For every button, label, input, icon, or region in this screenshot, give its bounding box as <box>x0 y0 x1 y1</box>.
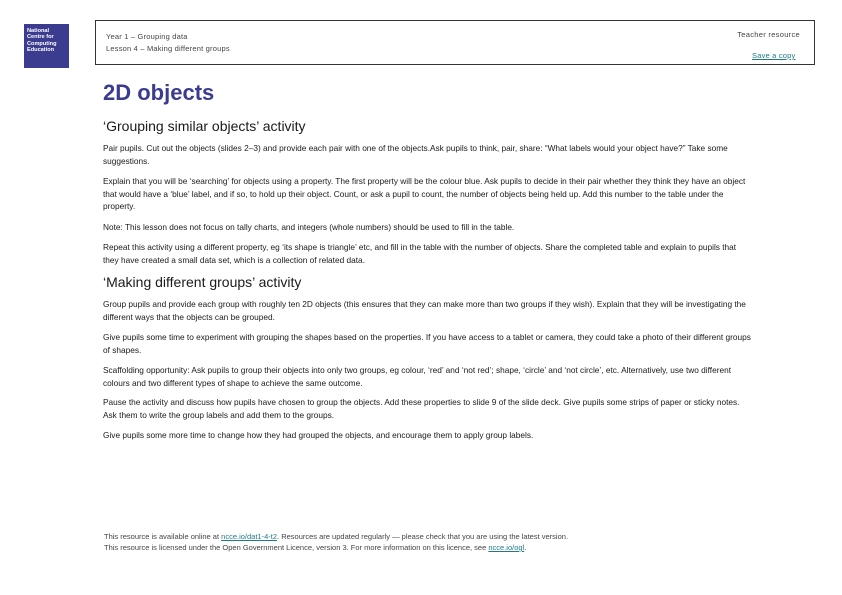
footer-text: This resource is licensed under the Open Government Licence, version 3. For more information on this licence, see <box>104 543 489 552</box>
ncce-logo <box>24 24 69 68</box>
logo-line: Education <box>27 47 55 54</box>
page-title: 2D objects <box>103 80 215 105</box>
paragraph: Note: This lesson does not focus on tally charts, and integers (whole numbers) should be used to fill in the table. <box>103 221 515 232</box>
footer-line-licence <box>104 542 568 553</box>
paragraph: Give pupils some time to experiment with grouping the shapes based on the properties. If you have access to a tablet or camera, they could take a photo of their different groups of shapes. <box>103 332 751 355</box>
licence-link[interactable]: ncce.io/ogl <box>488 543 525 552</box>
logo-line: Computing <box>27 40 57 47</box>
logo-line: Centre for <box>27 34 54 41</box>
header-box <box>95 20 815 65</box>
paragraph: Pause the activity and discuss how pupils have chosen to group the objects. Add these properties to slide 9 of the slide deck. Give pupils some strips of paper or sticky notes. Ask them to write the group labels and add them to the groups. <box>103 397 740 420</box>
paragraph: Explain that you will be ‘searching’ for objects using a property. The first property will be the colour blue. Ask pupils to decide in their pair whether they think they have an object that would have a ‘blue’ label, and if so, to hold up their object. Count, or ask a pupil to count, the number of objects being held up. Add this number to the table under the property. <box>103 176 746 211</box>
section-heading-grouping: ‘Grouping similar objects’ activity <box>103 118 306 134</box>
paragraph: Pair pupils. Cut out the objects (slides 2–3) and provide each pair with one of the objects.Ask pupils to think, pair, share: “What labels would your object have?” Take some suggestions. <box>103 143 728 166</box>
unit-title: Year 1 – Grouping data <box>106 32 188 41</box>
main-content <box>103 80 753 442</box>
footer-text: . Resources are updated regularly — please check that you are using the latest version. <box>277 532 569 541</box>
footer-text: . <box>524 543 527 552</box>
footer-line-availability <box>104 531 568 542</box>
footer-text: This resource is available online at <box>104 532 222 541</box>
paragraph: Group pupils and provide each group with roughly ten 2D objects (this ensures that they can make more than two groups if they wish). Explain that they will be investigating the different ways that the objects can be grouped. <box>103 299 746 322</box>
footer <box>104 531 568 553</box>
section-heading-making-groups: ‘Making different groups’ activity <box>103 274 302 290</box>
paragraph: Give pupils some more time to change how they had grouped the objects, and encourage them to apply group labels. <box>103 430 534 440</box>
logo-line: National <box>27 28 50 34</box>
lesson-title: Lesson 4 – Making different groups <box>106 44 230 53</box>
paragraph: Scaffolding opportunity: Ask pupils to group their objects into only two groups, eg colour, ‘red’ and ‘not red’; shape, ‘circle’ and ‘not circle’, etc. Alternatively, use two different colours and two different types of shape to achieve the same outcome. <box>103 365 731 388</box>
resource-link[interactable]: ncce.io/dat1-4-t2 <box>221 532 278 541</box>
resource-type: Teacher resource <box>737 30 800 39</box>
save-copy-link[interactable]: Save a copy <box>752 51 796 60</box>
paragraph: Repeat this activity using a different property, eg ‘its shape is triangle’ etc, and fill in the table with the number of objects. Share the completed table and explain to pupils that they have created a small data set, which is a collection of related data. <box>103 242 737 265</box>
